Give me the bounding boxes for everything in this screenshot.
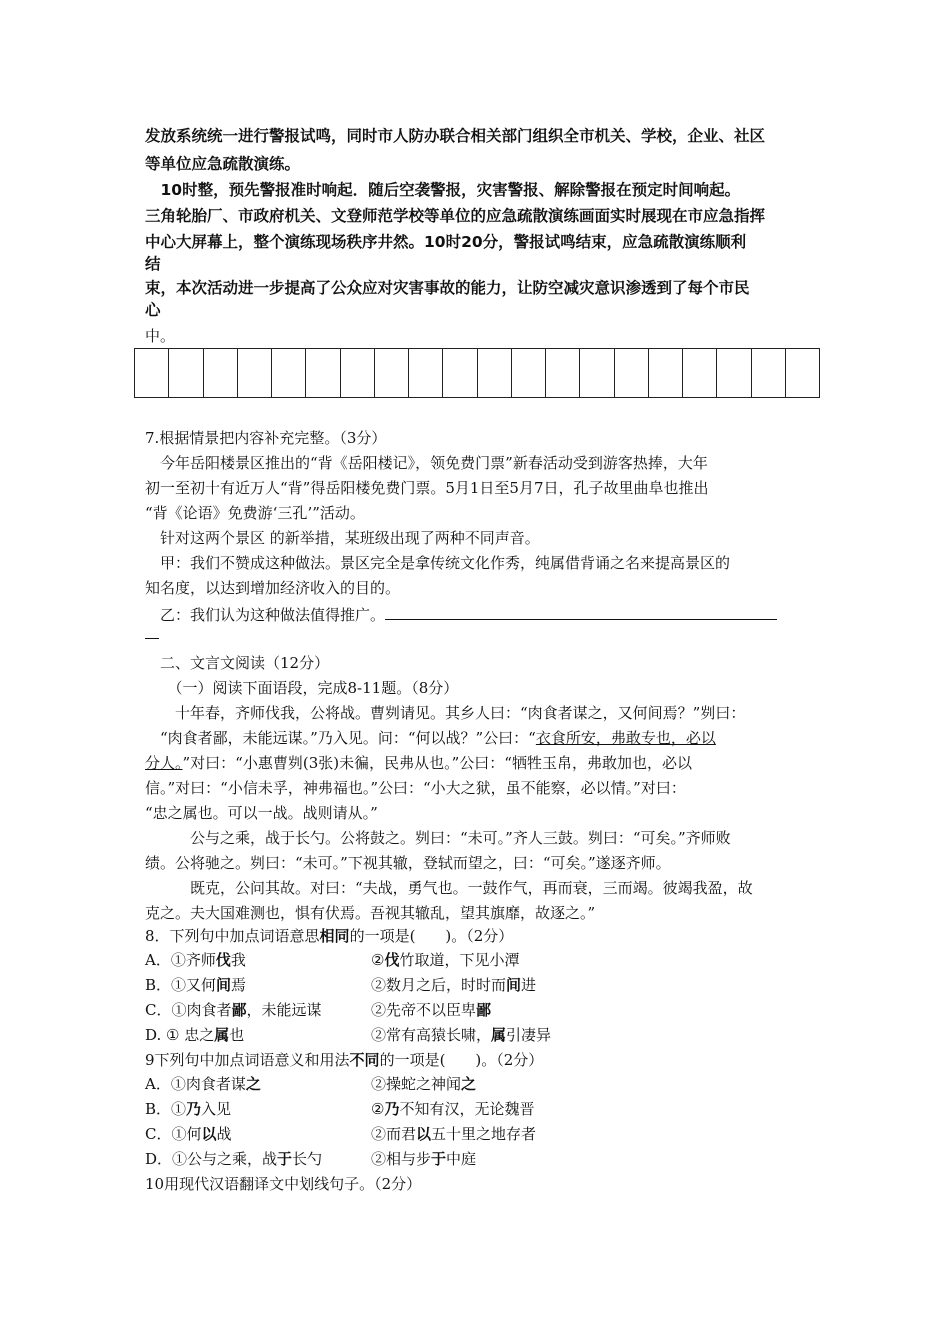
key-word: 以 <box>201 1125 217 1143</box>
option-part-1: C．①何以战 <box>145 1125 232 1143</box>
key-word: 间 <box>506 976 522 994</box>
grid-cell[interactable] <box>752 349 786 397</box>
grid-cell[interactable] <box>615 349 649 397</box>
section2-sub: （一）阅读下面语段，完成8-11题。（8分） <box>145 679 459 697</box>
grid-cell[interactable] <box>135 349 169 397</box>
passage-line: 束，本次活动进一步提高了公众应对灾害事故的能力，让防空减灾意识渗透到了每个市民 <box>145 279 750 297</box>
q7-answer-line <box>145 603 777 625</box>
grid-cell[interactable] <box>786 349 819 397</box>
grid-cell[interactable] <box>306 349 340 397</box>
q7-answer-continue <box>145 624 159 644</box>
passage-line: 10时整，预先警报准时响起．随后空袭警报，灾害警报、解除警报在预定时间响起。 <box>145 181 741 199</box>
grid-cell[interactable] <box>375 349 409 397</box>
grid-cell[interactable] <box>478 349 512 397</box>
passage-line: 中心大屏幕上，整个演练现场秩序井然。10时20分，警报试鸣结束，应急疏散演练顺利 <box>145 233 747 251</box>
option-part-2: ②常有高猿长啸，属引凄异 <box>371 1026 552 1044</box>
grid-cell[interactable] <box>341 349 375 397</box>
q7-answer-prompt: 乙：我们认为这种做法值得推广。 <box>145 606 386 624</box>
key-word: 属 <box>491 1026 507 1044</box>
key-word: 乃 <box>384 1100 400 1118</box>
passage-line: 心 <box>145 301 161 319</box>
grid-cell[interactable] <box>683 349 717 397</box>
classical-line: 信。”对曰：“小信未孚，神弗福也。”公曰：“小大之狱，虽不能察，必以情。”对曰： <box>145 779 686 797</box>
q7-line: “背《论语》免费游‘三孔’”活动。 <box>145 504 365 522</box>
classical-line: 公与之乘，战于长勺。公将鼓之。刿曰：“未可。”齐人三鼓。刿曰：“可矣。”齐师败 <box>145 829 731 847</box>
q7-answer-blank-tail[interactable] <box>145 626 159 639</box>
key-word: 之 <box>461 1075 477 1093</box>
key-word: 鄙 <box>476 1001 492 1019</box>
option-part-2: ②先帝不以臣卑鄙 <box>371 1001 492 1019</box>
underlined-sentence: 衣食所安，弗敢专也，必以 <box>535 729 716 747</box>
option-part-2: ②乃不知有汉，无论魏晋 <box>371 1100 535 1118</box>
key-word: 乃 <box>186 1100 202 1118</box>
classical-line: 克之。夫大国难测也，惧有伏焉。吾视其辙乱，望其旗靡，故逐之。” <box>145 904 596 922</box>
classical-line: 分人。”对曰：“小惠曹刿(3张)未徧，民弗从也。”公曰：“牺牲玉帛，弗敢加也，必以 <box>145 754 692 772</box>
q7-answer-blank[interactable] <box>385 603 777 620</box>
option-part-2: ②而君以五十里之地存者 <box>371 1125 537 1143</box>
section2-title: 二、文言文阅读（12分） <box>145 654 330 672</box>
key-word: 属 <box>214 1026 230 1044</box>
grid-cell[interactable] <box>649 349 683 397</box>
grid-cell[interactable] <box>580 349 614 397</box>
option-part-1: C．①肉食者鄙，未能远谋 <box>145 1001 322 1019</box>
q9-option[interactable] <box>145 1099 534 1119</box>
q10-title: 10用现代汉语翻译文中划线句子。（2分） <box>145 1175 422 1193</box>
classical-line: 绩。公将驰之。刿曰：“未可。”下视其辙，登轼而望之，曰：“可矣。”遂逐齐师。 <box>145 854 671 872</box>
option-part-1: D．①公与之乘，战于长勺 <box>145 1150 323 1168</box>
passage-line: 等单位应急疏散演练。 <box>145 155 301 173</box>
q8-option[interactable] <box>145 975 536 995</box>
key-word: 间 <box>216 976 232 994</box>
q9-option[interactable] <box>145 1074 476 1094</box>
key-word: 以 <box>416 1125 432 1143</box>
q7-line: 知名度，以达到增加经济收入的目的。 <box>145 579 401 597</box>
key-word: 伐 <box>384 951 400 969</box>
option-part-1: B．①乃入见 <box>145 1100 232 1118</box>
q7-line: 初一至初十有近万人“背”得岳阳楼免费门票。5月1日至5月7日，孔子故里曲阜也推出 <box>145 479 709 497</box>
option-part-2: ②操蛇之神闻之 <box>371 1075 477 1093</box>
classical-line: 十年春，齐师伐我，公将战。曹刿请见。其乡人曰：“肉食者谋之，又何间焉？”刿曰： <box>145 704 746 722</box>
key-word: 于 <box>431 1150 447 1168</box>
passage-line: 中。 <box>145 327 176 345</box>
option-part-2: ②伐竹取道，下见小潭 <box>371 951 520 969</box>
grid-cell[interactable] <box>238 349 272 397</box>
q8-option[interactable] <box>145 1000 491 1020</box>
option-part-1: A．①肉食者谋之 <box>145 1075 261 1093</box>
passage-line: 三角轮胎厂、市政府机关、文登师范学校等单位的应急疏散演练画面实时展现在市应急指挥 <box>145 207 766 225</box>
underlined-sentence-end: 分人。 <box>145 754 183 772</box>
option-part-1: D. ① 忠之属也 <box>145 1026 245 1044</box>
classical-line: “忠之属也。可以一战。战则请从。” <box>145 804 378 822</box>
classical-line: 既克，公问其故。对曰：“夫战，勇气也。一鼓作气，再而衰，三而竭。彼竭我盈，故 <box>145 879 753 897</box>
grid-cell[interactable] <box>409 349 443 397</box>
q9-option[interactable] <box>145 1149 476 1169</box>
grid-cell[interactable] <box>546 349 580 397</box>
grid-cell[interactable] <box>204 349 238 397</box>
answer-grid[interactable] <box>134 348 820 398</box>
q7-line: 甲：我们不赞成这种做法。景区完全是拿传统文化作秀，纯属借背诵之名来提高景区的 <box>145 554 731 572</box>
grid-cell[interactable] <box>443 349 477 397</box>
key-word: 于 <box>277 1150 293 1168</box>
key-word: 伐 <box>215 951 231 969</box>
option-part-1: B．①又何间焉 <box>145 976 247 994</box>
q8-option[interactable] <box>145 950 519 970</box>
key-word: 鄙 <box>231 1001 247 1019</box>
q8-option[interactable] <box>145 1025 551 1045</box>
q7-line: 今年岳阳楼景区推出的“背《岳阳楼记》，领免费门票”新春活动受到游客热捧，大年 <box>145 454 708 472</box>
q9-title: 9下列句中加点词语意义和用法不同的一项是( )。（2分） <box>145 1051 544 1069</box>
q8-title: 8．下列句中加点词语意思相同的一项是( )。（2分） <box>145 927 514 945</box>
grid-cell[interactable] <box>717 349 751 397</box>
q7-line: 针对这两个景区 的新举措，某班级出现了两种不同声音。 <box>145 529 540 547</box>
key-word: 之 <box>245 1075 261 1093</box>
option-part-2: ②相与步于中庭 <box>371 1150 477 1168</box>
passage-line: 发放系统统一进行警报试鸣，同时市人防办联合相关部门组织全市机关、学校，企业、社区 <box>145 127 766 145</box>
grid-cell[interactable] <box>272 349 306 397</box>
q9-option[interactable] <box>145 1124 536 1144</box>
passage-line: 结 <box>145 255 161 273</box>
grid-cell[interactable] <box>512 349 546 397</box>
option-part-1: A．①齐师伐我 <box>145 951 246 969</box>
classical-line: “肉食者鄙，未能远谋。”乃入见。问：“何以战？”公曰：“衣食所安，弗敢专也，必以 <box>145 729 716 747</box>
grid-cell[interactable] <box>169 349 203 397</box>
option-part-2: ②数月之后，时时而间进 <box>371 976 537 994</box>
q7-title: 7.根据情景把内容补充完整。（3分） <box>145 429 387 447</box>
